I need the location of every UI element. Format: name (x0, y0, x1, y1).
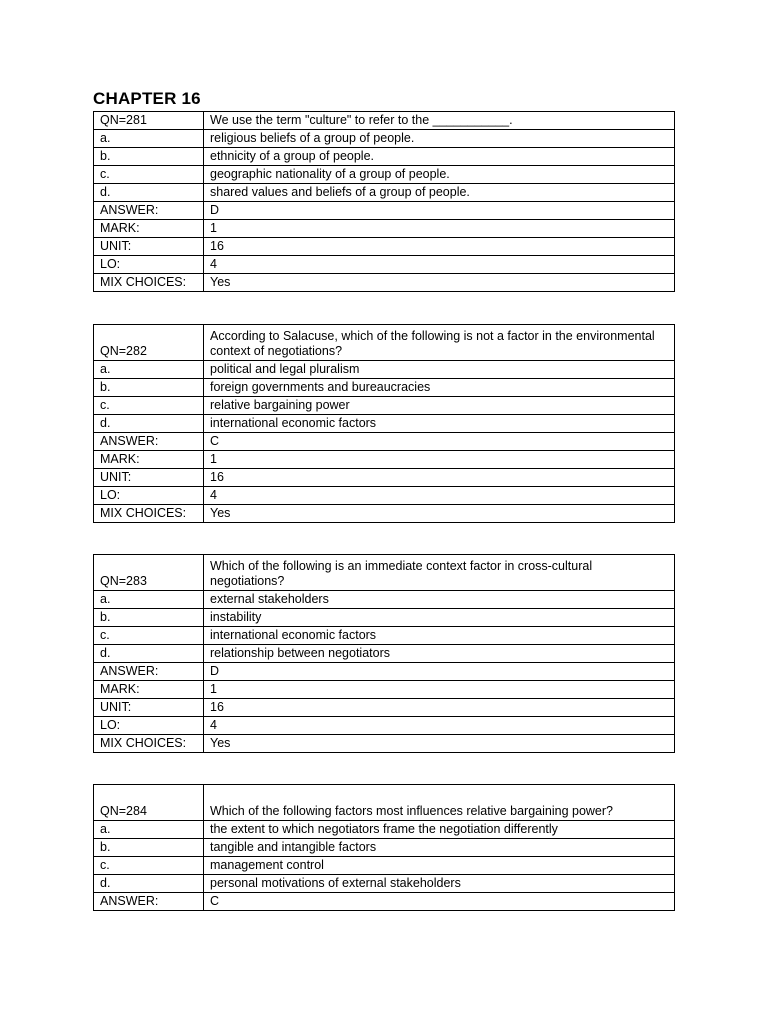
choice-text: management control (204, 857, 675, 875)
unit-value: 16 (204, 238, 675, 256)
question-table-284 (93, 784, 675, 911)
question-table-283 (93, 554, 675, 753)
choice-row-d (94, 645, 675, 663)
answer-value: D (204, 663, 675, 681)
choice-text: religious beliefs of a group of people. (204, 130, 675, 148)
mark-label: MARK: (94, 451, 204, 469)
choice-text: political and legal pluralism (204, 361, 675, 379)
choice-label: c. (94, 397, 204, 415)
mix-choices-value: Yes (204, 274, 675, 292)
mark-value: 1 (204, 681, 675, 699)
unit-row (94, 469, 675, 487)
choice-label: b. (94, 609, 204, 627)
choice-text: instability (204, 609, 675, 627)
mix-choices-row (94, 735, 675, 753)
mark-row (94, 220, 675, 238)
answer-label: ANSWER: (94, 202, 204, 220)
answer-row (94, 663, 675, 681)
mix-choices-row (94, 505, 675, 523)
choice-row-b (94, 379, 675, 397)
question-number: QN=281 (94, 112, 204, 130)
mix-choices-value: Yes (204, 505, 675, 523)
choice-row-b (94, 609, 675, 627)
question-row (94, 555, 675, 591)
choice-row-c (94, 627, 675, 645)
question-table-282 (93, 324, 675, 523)
choice-label: c. (94, 857, 204, 875)
mark-label: MARK: (94, 681, 204, 699)
mix-choices-row (94, 274, 675, 292)
answer-value: C (204, 433, 675, 451)
lo-row (94, 256, 675, 274)
choice-text: external stakeholders (204, 591, 675, 609)
choice-text: geographic nationality of a group of people. (204, 166, 675, 184)
answer-label: ANSWER: (94, 433, 204, 451)
question-number: QN=283 (94, 555, 204, 591)
lo-label: LO: (94, 256, 204, 274)
answer-value: C (204, 893, 675, 911)
mix-choices-label: MIX CHOICES: (94, 735, 204, 753)
choice-label: a. (94, 361, 204, 379)
answer-label: ANSWER: (94, 663, 204, 681)
mark-row (94, 681, 675, 699)
question-text: We use the term "culture" to refer to the ___________. (204, 112, 675, 130)
choice-text: the extent to which negotiators frame the negotiation differently (204, 821, 675, 839)
choice-label: d. (94, 415, 204, 433)
choice-text: relationship between negotiators (204, 645, 675, 663)
choice-text: ethnicity of a group of people. (204, 148, 675, 166)
lo-label: LO: (94, 717, 204, 735)
choice-text: international economic factors (204, 627, 675, 645)
choice-label: a. (94, 130, 204, 148)
choice-label: c. (94, 627, 204, 645)
choice-label: d. (94, 875, 204, 893)
lo-row (94, 717, 675, 735)
lo-label: LO: (94, 487, 204, 505)
choice-label: b. (94, 379, 204, 397)
choice-row-d (94, 415, 675, 433)
question-number: QN=284 (94, 785, 204, 821)
lo-row (94, 487, 675, 505)
question-row (94, 325, 675, 361)
question-text: According to Salacuse, which of the following is not a factor in the environmental context of negotiations? (204, 325, 675, 361)
unit-value: 16 (204, 699, 675, 717)
choice-label: b. (94, 839, 204, 857)
choice-row-a (94, 821, 675, 839)
choice-label: a. (94, 821, 204, 839)
choice-row-d (94, 184, 675, 202)
question-row (94, 112, 675, 130)
choice-label: a. (94, 591, 204, 609)
answer-label: ANSWER: (94, 893, 204, 911)
answer-value: D (204, 202, 675, 220)
lo-value: 4 (204, 256, 675, 274)
choice-row-c (94, 397, 675, 415)
choice-label: d. (94, 645, 204, 663)
unit-row (94, 699, 675, 717)
unit-label: UNIT: (94, 699, 204, 717)
choice-text: foreign governments and bureaucracies (204, 379, 675, 397)
unit-row (94, 238, 675, 256)
question-text: Which of the following factors most influences relative bargaining power? (204, 785, 675, 821)
unit-label: UNIT: (94, 238, 204, 256)
mark-label: MARK: (94, 220, 204, 238)
answer-row (94, 433, 675, 451)
question-number: QN=282 (94, 325, 204, 361)
mix-choices-label: MIX CHOICES: (94, 505, 204, 523)
choice-row-a (94, 130, 675, 148)
choice-text: international economic factors (204, 415, 675, 433)
choice-text: shared values and beliefs of a group of people. (204, 184, 675, 202)
choice-text: relative bargaining power (204, 397, 675, 415)
question-text: Which of the following is an immediate context factor in cross-cultural negotiations? (204, 555, 675, 591)
mix-choices-value: Yes (204, 735, 675, 753)
lo-value: 4 (204, 487, 675, 505)
mark-value: 1 (204, 220, 675, 238)
answer-row (94, 202, 675, 220)
unit-label: UNIT: (94, 469, 204, 487)
question-table-281 (93, 111, 675, 292)
mark-value: 1 (204, 451, 675, 469)
choice-row-c (94, 857, 675, 875)
choice-text: personal motivations of external stakeholders (204, 875, 675, 893)
mark-row (94, 451, 675, 469)
answer-row (94, 893, 675, 911)
choice-text: tangible and intangible factors (204, 839, 675, 857)
choice-label: c. (94, 166, 204, 184)
choice-row-d (94, 875, 675, 893)
choice-label: b. (94, 148, 204, 166)
choice-row-a (94, 591, 675, 609)
choice-row-b (94, 839, 675, 857)
choice-row-c (94, 166, 675, 184)
choice-label: d. (94, 184, 204, 202)
choice-row-a (94, 361, 675, 379)
choice-row-b (94, 148, 675, 166)
mix-choices-label: MIX CHOICES: (94, 274, 204, 292)
chapter-title: CHAPTER 16 (93, 89, 201, 108)
unit-value: 16 (204, 469, 675, 487)
question-row (94, 785, 675, 821)
lo-value: 4 (204, 717, 675, 735)
